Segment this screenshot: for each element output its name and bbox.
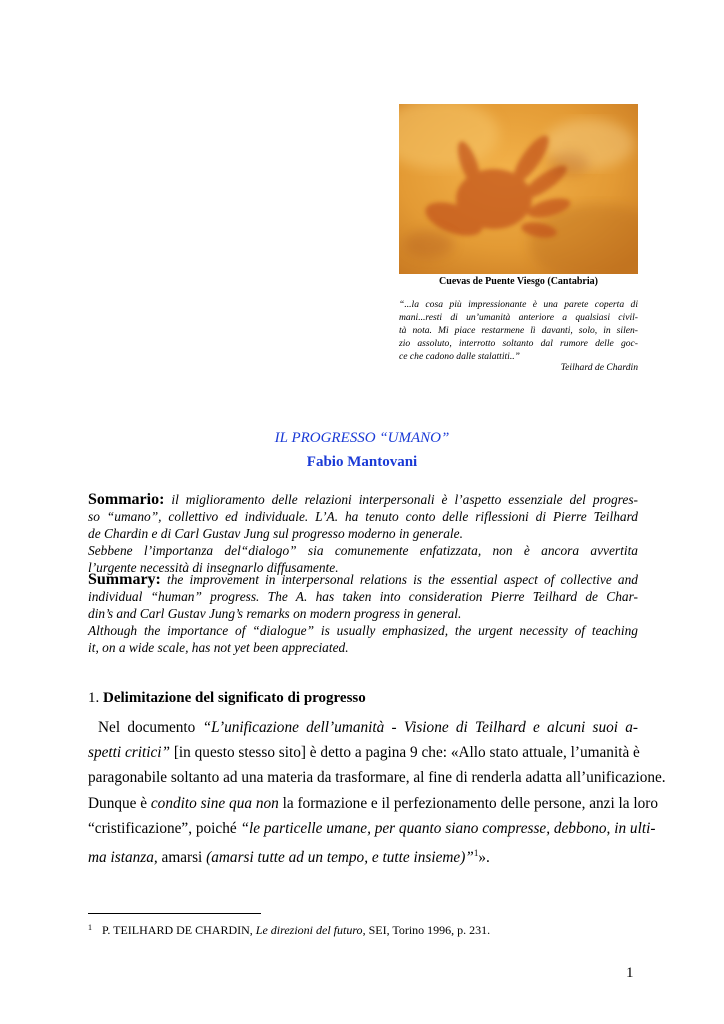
- abstract-line: l’urgente necessità di insegnarlo diffusamente.: [88, 560, 339, 575]
- body-text-run: amarsi: [157, 849, 207, 867]
- section-number: 1.: [88, 690, 100, 706]
- body-text-run: paragonabile soltanto ad una materia da trasformare, al fine di renderla adatta all’unificazione.: [88, 769, 666, 787]
- body-text-run: “cristificazione”, poiché: [88, 819, 241, 837]
- body-text-run: la formazione e il perfezionamento delle persone, anzi la loro: [278, 794, 659, 812]
- body-text-run: (amarsi tutte ad un tempo, e tutte insieme)”: [206, 849, 474, 867]
- abstract-line: de Chardin e di Carl Gustav Jung sul progresso moderno in generale.: [88, 526, 463, 541]
- footnote-divider: [88, 913, 261, 914]
- quote-line: mani...resti di un’umanità anteriore a qualsiasi civil-: [399, 311, 638, 323]
- footnote: [88, 923, 490, 938]
- quote-line: ce che cadono dalle stalattiti..”: [399, 350, 520, 362]
- quote-attribution: Teilhard de Chardin: [560, 362, 638, 373]
- footnote-reference[interactable]: 1: [473, 848, 479, 859]
- sommario-label: Sommario:: [88, 491, 165, 508]
- quote-line: zio assoluto, interrotto soltanto dal rumore delle goc-: [399, 337, 638, 349]
- abstract-line: il miglioramento delle relazioni interpersonali è l’aspetto essenziale del progres-: [164, 492, 638, 507]
- body-text-run: condito sine qua non: [150, 794, 279, 812]
- section-heading: [88, 690, 366, 707]
- footnote-text: , SEI, Torino 1996, p. 231.: [362, 923, 491, 937]
- summary-label: Summary:: [88, 571, 161, 588]
- abstract-line: din’s and Carl Gustav Jung’s remarks on modern progress in general.: [88, 606, 462, 621]
- body-text-run: Nel documento: [98, 719, 203, 736]
- quote-line: tà nota. Mi piace restarmene lì davanti, solo, in silen-: [399, 324, 638, 336]
- cave-hand-image: [399, 104, 638, 274]
- abstract-line: Although the importance of “dialogue” is usually emphasized, the urgent necessity of teaching: [88, 623, 638, 638]
- body-text-run: Dunque è: [88, 794, 151, 812]
- quote-line: “...la cosa più impressionante è una parete coperta di: [399, 299, 638, 310]
- epigraph-quote: [399, 299, 638, 364]
- body-text-run: spetti critici”: [88, 744, 171, 762]
- footnote-number: 1: [88, 923, 92, 932]
- article-title: IL PROGRESSO “UMANO”: [274, 430, 450, 446]
- abstract-italian: [88, 491, 638, 576]
- body-text-run: ma istanza,: [88, 849, 158, 867]
- abstract-line: it, on a wide scale, has not yet been appreciated.: [88, 640, 349, 655]
- article-author: Fabio Mantovani: [306, 454, 418, 470]
- footnote-text: P. TEILHARD DE CHARDIN,: [102, 923, 256, 937]
- body-text-run: “le particelle umane, per quanto siano compresse, debbono, in ulti-: [240, 819, 656, 837]
- abstract-line: Sebbene l’importanza del“dialogo” sia comunemente enfatizzata, non è ancora avvertita: [88, 543, 638, 558]
- abstract-line: individual “human” progress. The A. has taken into consideration Pierre Teilhard de Char-: [88, 589, 638, 604]
- body-text-run: ».: [478, 849, 490, 867]
- hand-stencil-illustration: [399, 104, 638, 274]
- abstract-line: so “umano”, collettivo ed individuale. L’A. ha tenuto conto delle riflessioni di Pierre Teilhard: [88, 509, 638, 524]
- abstract-english: [88, 571, 638, 656]
- body-paragraph: [88, 715, 666, 870]
- section-title: Delimitazione del significato di progresso: [103, 690, 366, 706]
- page-number: 1: [626, 965, 634, 981]
- image-caption: Cuevas de Puente Viesgo (Cantabria): [439, 276, 598, 287]
- body-text-run: [in questo stesso sito] è detto a pagina 9 che: «Allo stato attuale, l’umanità è: [170, 744, 640, 762]
- abstract-line: the improvement in interpersonal relations is the essential aspect of collective and: [160, 572, 638, 587]
- footnote-book-title: Le direzioni del futuro: [255, 923, 363, 937]
- body-text-run: “L’unificazione dell’umanità - Visione di Teilhard e alcuni suoi a-: [202, 719, 638, 736]
